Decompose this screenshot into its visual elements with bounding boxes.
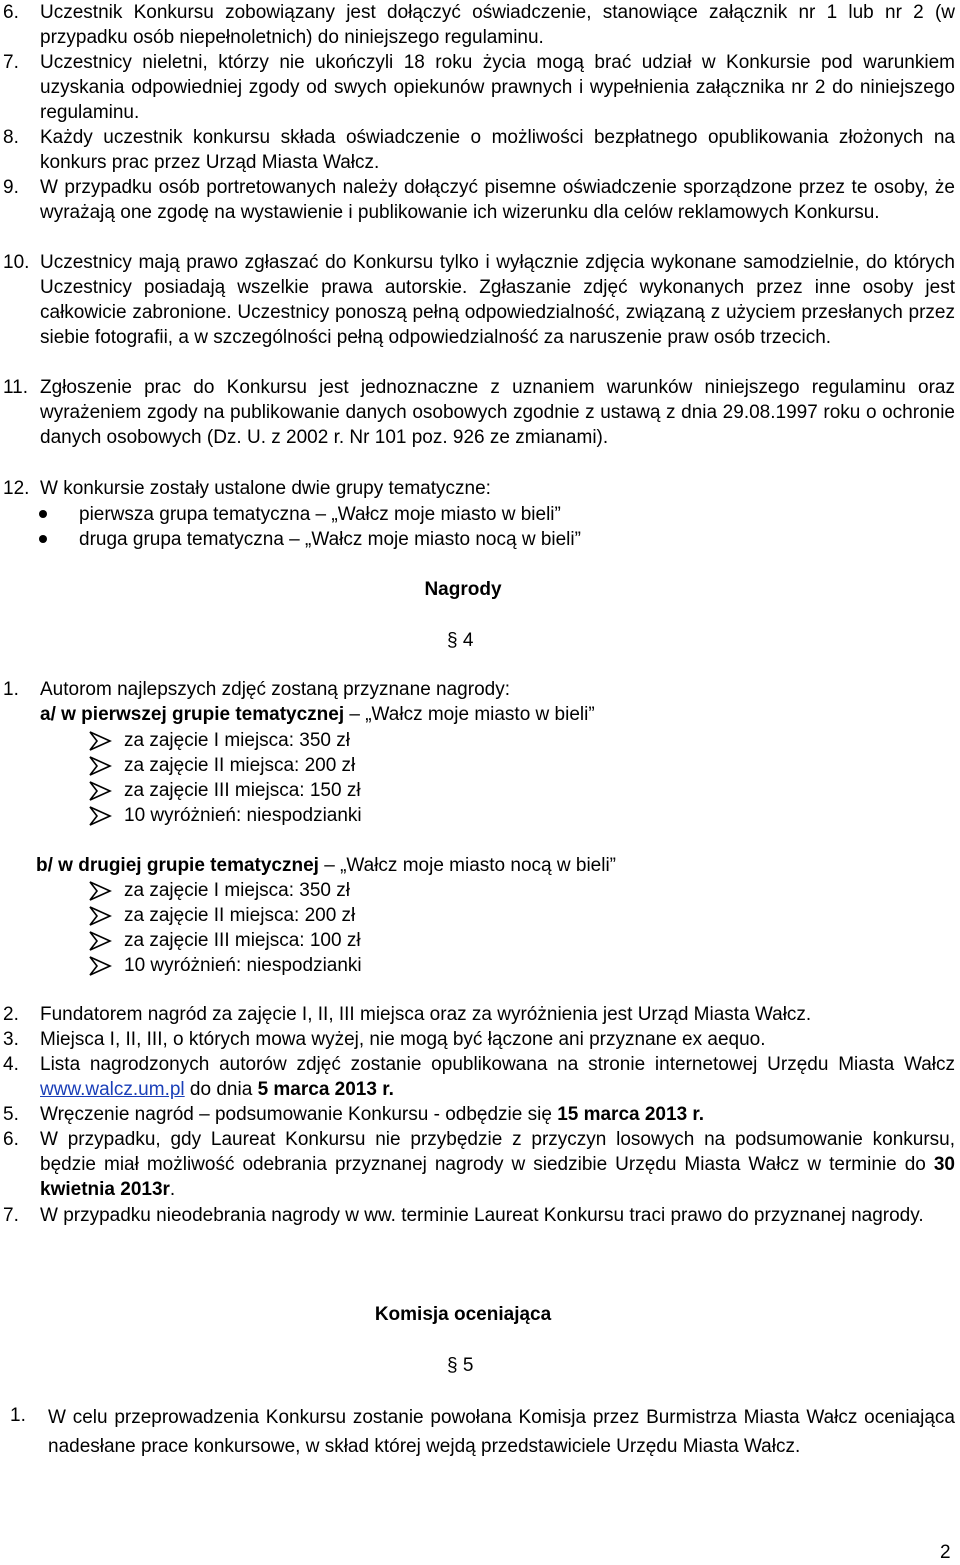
arrow-bullet-icon [88, 755, 112, 777]
prize-item-2-number: 2. [3, 1004, 19, 1025]
group-a-title: – „Wałcz moje miasto w bieli” [344, 704, 595, 725]
prize-item-6-number: 6. [3, 1129, 19, 1150]
group-b-label: b/ w drugiej grupie tematycznej [36, 855, 319, 876]
item-12-number: 12. [3, 478, 30, 499]
komisja-item-1-number: 1. [10, 1405, 26, 1426]
item-7-text: Uczestnicy nieletni, którzy nie ukończyli 18 roku życia mogą brać udział w Konkursie pod warunkiem uzyskania odpowiedniej zgody od swych opiekunów prawnych i wypełnienia załącznika nr 2 do niniejszego regulaminu. [40, 52, 955, 123]
arrow-bullet-icon [88, 780, 112, 802]
group-a-prize-2: za zajęcie II miejsca: 200 zł [124, 755, 356, 776]
group-b-prize-2: za zajęcie II miejsca: 200 zł [124, 905, 356, 926]
prize-item-4-pre: Lista nagrodzonych autorów zdjęć zostanie opublikowana na stronie internetowej Urzędu Miasta Wałcz [40, 1054, 955, 1075]
item-9-text: W przypadku osób portretowanych należy dołączyć pisemne oświadczenie sporządzone przez te osoby, że wyrażają one zgodę na wystawienie i publikowanie ich wizerunku dla celów reklamowych Konkursu. [40, 177, 955, 223]
prize-item-4-text [40, 1052, 955, 1102]
prize-intro-text: Autorom najlepszych zdjęć zostaną przyznane nagrody: [40, 679, 510, 700]
prize-item-5-date: 15 marca 2013 r. [557, 1104, 705, 1125]
item-12-text: W konkursie zostały ustalone dwie grupy tematyczne: [40, 478, 491, 499]
prize-item-4-mid: do dnia [184, 1079, 258, 1100]
item-8-text: Każdy uczestnik konkursu składa oświadczenie o możliwości bezpłatnego opublikowania złożonych na konkurs prac przez Urząd Miasta Wałcz. [40, 127, 955, 173]
prize-item-3-text: Miejsca I, II, III, o których mowa wyżej, nie mogą być łączone ani przyznane ex aequo. [40, 1029, 766, 1050]
group-item-2: druga grupa tematyczna – „Wałcz moje miasto nocą w bieli” [79, 529, 581, 550]
section-paragraph-number: § 4 [447, 630, 474, 651]
arrow-bullet-icon [88, 805, 112, 827]
item-8-number: 8. [3, 127, 19, 148]
prize-item-6-pre: W przypadku, gdy Laureat Konkursu nie przybędzie z przyczyn losowych na podsumowanie konkursu, będzie miał możliwość odebrania przyznanej nagrody w siedzibie Urzędu Miasta Wałcz w terminie do [40, 1129, 955, 1175]
item-9-number: 9. [3, 177, 19, 198]
group-b-heading [36, 853, 616, 878]
item-7-number: 7. [3, 52, 19, 73]
arrow-bullet-icon [88, 730, 112, 752]
section-heading-komisja: Komisja oceniająca [374, 1304, 552, 1325]
arrow-bullet-icon [88, 955, 112, 977]
prize-item-5-text [40, 1102, 704, 1127]
group-b-title: – „Wałcz moje miasto nocą w bieli” [318, 855, 617, 876]
item-10-text: Uczestnicy mają prawo zgłaszać do Konkursu tylko i wyłącznie zdjęcia wykonane samodzielnie, do których Uczestnicy posiadają wszelkie prawa autorskie. Zgłaszanie zdjęć wykonanych przez inne osoby jest całkowicie zabronione. Uczestnicy ponoszą pełną odpowiedzialność, związaną z użyciem przesłanych przez siebie fotografii, a w szczególności pełną odpowiedzialność za naruszenie praw osób trzecich. [40, 252, 955, 348]
section-paragraph-number: § 5 [447, 1355, 474, 1376]
prize-item-5-pre: Wręczenie nagród – podsumowanie Konkursu - odbędzie się [40, 1104, 558, 1125]
group-a-prize-4: 10 wyróżnień: niespodzianki [124, 805, 362, 826]
komisja-item-1-text: W celu przeprowadzenia Konkursu zostanie powołana Komisja przez Burmistrza Miasta Wałcz oceniająca nadesłane prace konkursowe, w skład której wejdą przedstawiciele Urzędu Miasta Wałcz. [48, 1407, 955, 1457]
item-11-text: Zgłoszenie prac do Konkursu jest jednoznaczne z uznaniem warunków niniejszego regulaminu oraz wyrażeniem zgody na publikowanie danych osobowych zgodnie z ustawą z dnia 29.08.1997 roku o ochronie danych osobowych (Dz. U. z 2002 r. Nr 101 poz. 926 ze zmianami). [40, 377, 955, 448]
prize-item-4-number: 4. [3, 1054, 19, 1075]
group-a-prize-1: za zajęcie I miejsca: 350 zł [124, 730, 350, 751]
prize-item-5-number: 5. [3, 1104, 19, 1125]
prize-item-7-number: 7. [3, 1205, 19, 1226]
section-heading-nagrody: Nagrody [424, 579, 502, 600]
arrow-bullet-icon [88, 905, 112, 927]
bullet-icon [39, 510, 47, 518]
prize-item-3-number: 3. [3, 1029, 19, 1050]
prize-item-4-date: 5 marca 2013 r. [257, 1079, 394, 1100]
arrow-bullet-icon [88, 880, 112, 902]
prize-item-6-date: 30 kwietnia 2013r [40, 1154, 955, 1200]
group-b-prize-4: 10 wyróżnień: niespodzianki [124, 955, 362, 976]
group-a-label: a/ w pierwszej grupie tematycznej [40, 704, 345, 725]
page-number: 2 [940, 1542, 951, 1563]
item-10-number: 10. [3, 252, 30, 273]
group-b-prize-1: za zajęcie I miejsca: 350 zł [124, 880, 350, 901]
group-b-prize-3: za zajęcie III miejsca: 100 zł [124, 930, 361, 951]
group-a-prize-3: za zajęcie III miejsca: 150 zł [124, 780, 361, 801]
group-a-heading [40, 702, 595, 727]
item-6-text: Uczestnik Konkursu zobowiązany jest dołączyć oświadczenie, stanowiące załącznik nr 1 lub nr 2 (w przypadku osób niepełnoletnich) do niniejszego regulaminu. [40, 2, 955, 48]
group-item-1: pierwsza grupa tematyczna – „Wałcz moje miasto w bieli” [79, 504, 561, 525]
prize-item-7-text: W przypadku nieodebrania nagrody w ww. terminie Laureat Konkursu traci prawo do przyznanej nagrody. [40, 1205, 924, 1226]
prize-item-6-post: . [169, 1179, 176, 1200]
prize-intro-number: 1. [3, 679, 19, 700]
website-link[interactable]: www.walcz.um.pl [40, 1079, 185, 1100]
item-6-number: 6. [3, 2, 19, 23]
bullet-icon [39, 535, 47, 543]
item-11-number: 11. [3, 377, 29, 398]
prize-item-2-text: Fundatorem nagród za zajęcie I, II, III miejsca oraz za wyróżnienia jest Urząd Miasta Wałcz. [40, 1004, 812, 1025]
arrow-bullet-icon [88, 930, 112, 952]
prize-item-6-text [40, 1127, 955, 1202]
